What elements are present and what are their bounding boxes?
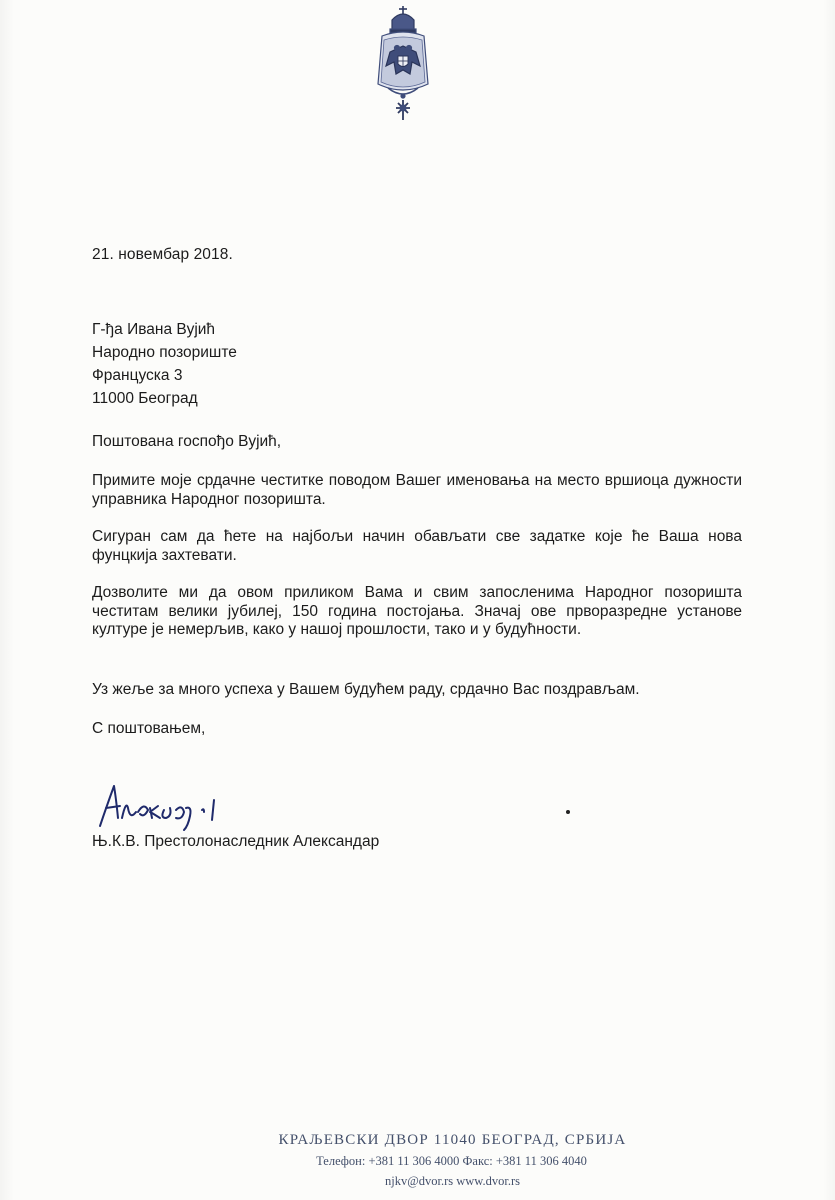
recipient-street: Француска 3 bbox=[92, 367, 183, 384]
footer-address: КРАЉЕВСКИ ДВОР 11040 БЕОГРАД, СРБИЈА bbox=[278, 1132, 627, 1148]
website-link[interactable]: www.dvor.rs bbox=[456, 1174, 520, 1188]
body-paragraph: Сигуран сам да ћете на најбољи начин обављати све задатке које ће Ваша нова фунцкија захтевати. bbox=[92, 528, 742, 564]
phone-number: +381 11 306 4000 bbox=[368, 1154, 460, 1168]
footer-web bbox=[0, 1174, 835, 1189]
recipient-organization: Народно позориште bbox=[92, 344, 237, 361]
signer-name: Њ.К.В. Престолонаследник Александар bbox=[92, 833, 380, 850]
fax-number: +381 11 306 4040 bbox=[495, 1154, 587, 1168]
letter-date: 21. новембар 2018. bbox=[92, 246, 233, 263]
recipient-address bbox=[92, 318, 237, 410]
handwritten-signature bbox=[92, 778, 242, 838]
phone-label: Телефон: bbox=[316, 1154, 366, 1168]
closing-phrase: С поштовањем, bbox=[92, 720, 206, 737]
royal-coat-of-arms-icon bbox=[368, 4, 438, 124]
paper-speck bbox=[566, 810, 570, 814]
body-paragraph: Примите моје срдачне честитке поводом Вашег именовања на место вршиоца дужности управника Народног позоришта. bbox=[92, 472, 742, 508]
salutation: Поштована госпођо Вујић, bbox=[92, 433, 282, 450]
recipient-city: 11000 Београд bbox=[92, 390, 198, 407]
footer-contacts bbox=[0, 1154, 835, 1169]
recipient-name: Г-ђа Ивана Вујић bbox=[92, 321, 216, 338]
body-paragraph: Уз жеље за много успеха у Вашем будућем раду, срдачно Вас поздрављам. bbox=[92, 681, 640, 698]
body-paragraph: Дозволите ми да овом приликом Вама и свим запосленима Народног позоришта честитам велики јубилеј, 150 година постојања. Значај ове прворазредне установе културе је немерљив, како у нашој прошлости, тако и у будућности. bbox=[92, 584, 742, 638]
fax-label: Факс: bbox=[462, 1154, 493, 1168]
email-link[interactable]: njkv@dvor.rs bbox=[384, 1174, 454, 1188]
